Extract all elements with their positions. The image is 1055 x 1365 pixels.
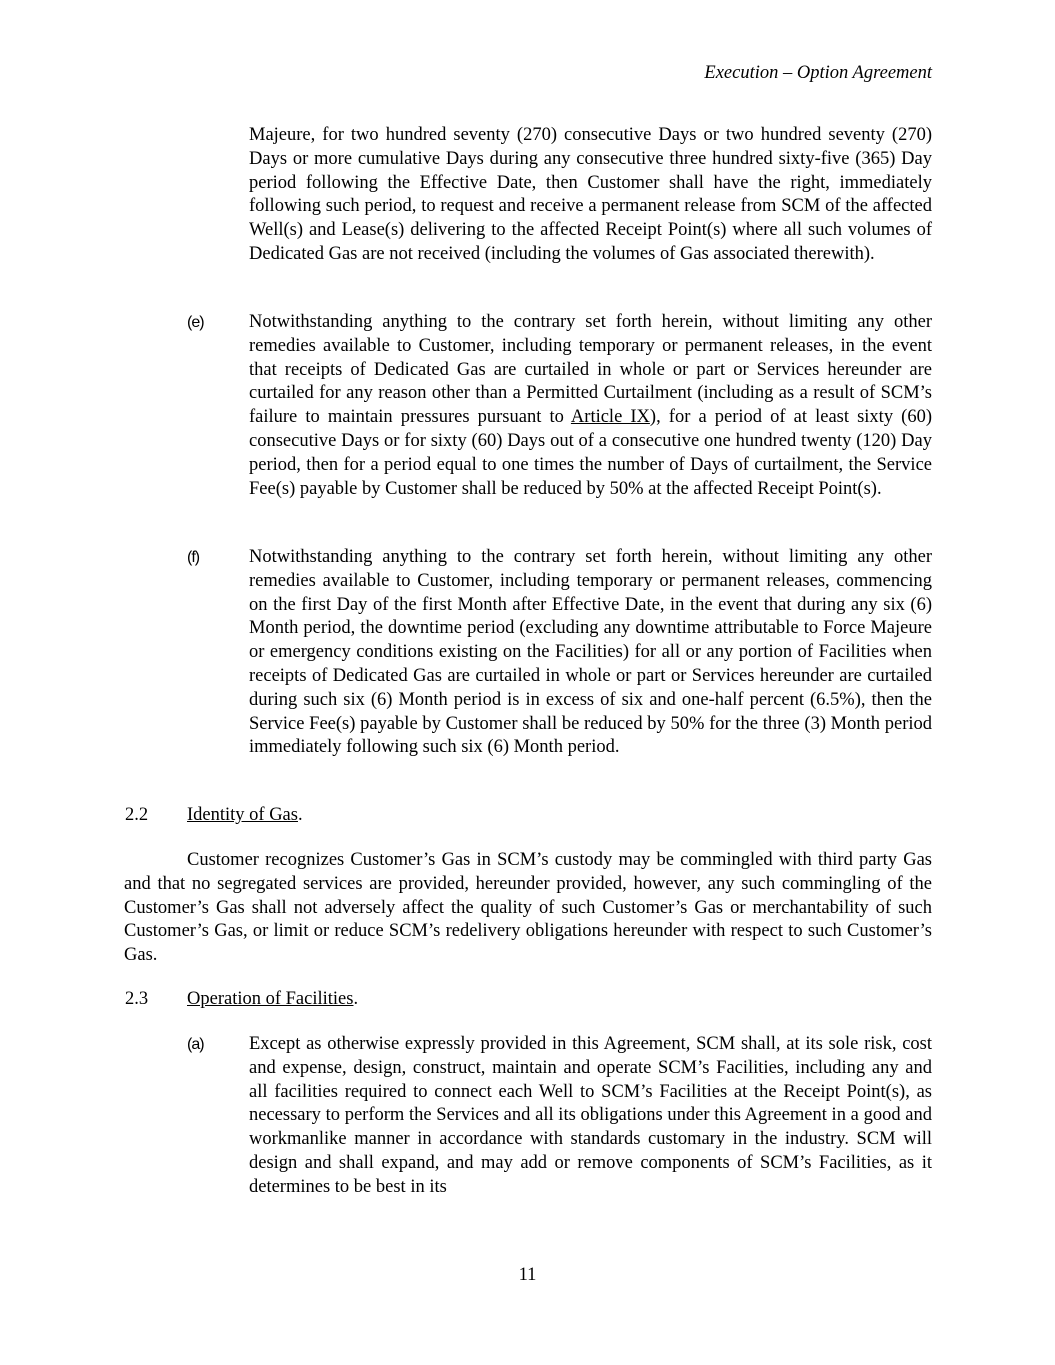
section-2-2-heading	[187, 805, 303, 826]
item-f-text: Notwithstanding anything to the contrary set forth herein, without limiting any other remedies available to Customer, including temporary or permanent releases, commencing on the first Day of the first Month after Effective Date, in the event that during any six (6) Month period, the downtime period (excluding any downtime attributable to Force Majeure or emergency conditions existing on the Facilities) for all or any portion of Facilities when receipts of Dedicated Gas are curtailed in whole or part or Services hereunder are curtailed during such six (6) Month period is in excess of six and one-half percent (6.5%), then the Service Fee(s) payable by Customer shall be reduced by 50% for the three (3) Month period immediately following such six (6) Month period.	[249, 547, 932, 758]
section-2-2-number: 2.2	[125, 805, 149, 825]
item-a-text: Except as otherwise expressly provided in this Agreement, SCM shall, at its sole risk, cost and expense, design, construct, maintain and operate SCM’s Facilities, including any and all facilities required to connect each Well to SCM’s Facilities at the Receipt Point(s), as necessary to perform the Services and all its obligations under this Agreement in a good and workmanlike manner in accordance with standards customary in the industry. SCM will design and shall expand, and may add or remove components of SCM’s Facilities, as it determines to be best in its	[249, 1034, 932, 1197]
section-2-3-heading	[187, 989, 358, 1010]
item-e-text-start: Notwithstanding anything to the contrary set forth herein, without limiting any other remedies available to Customer, including temporary or permanent releases, in the event that receipts of Dedicated Gas are curtailed in whole or part or Services hereunder are curtailed for any reason other than a Permitted Curtailment (including as a result of SCM’s failure to maintain pressures pursuant to	[249, 312, 932, 428]
page-number: 11	[518, 1265, 537, 1285]
item-f-label: (f)	[187, 549, 200, 566]
section-2-2-title-punct: .	[297, 805, 303, 825]
section-2-2-title: Identity of Gas	[187, 805, 298, 825]
section-2-3-number: 2.3	[125, 989, 149, 1009]
item-e-text	[249, 311, 932, 501]
continued-paragraph: Majeure, for two hundred seventy (270) consecutive Days or two hundred seventy (270) Days or more cumulative Days during any consecutive three hundred sixty-five (365) Day period following the Effective Date, then Customer shall have the right, immediately following such period, to request and receive a permanent release from SCM of the affected Well(s) and Lease(s) delivering to the affected Receipt Point(s) where all such volumes of Dedicated Gas are not received (including the volumes of Gas associated therewith).	[249, 125, 932, 264]
article-ix-link[interactable]: Article IX	[570, 407, 650, 428]
section-2-2-paragraph: Customer recognizes Customer’s Gas in SCM’s custody may be commingled with third party Gas and that no segregated services are provided, hereunder provided, however, any such commingling of the Customer’s Gas shall not adversely affect the quality of such Customer’s Gas or merchantability of such Customer’s Gas, or limit or reduce SCM’s redelivery obligations hereunder with respect to such Customer’s Gas.	[124, 850, 932, 966]
item-e-text-end: ), for a period of at least sixty (60) consecutive Days or for sixty (60) Days out of a consecutive one hundred twenty (120) Day period, then for a period equal to one times the number of Days of curtailment, the Service Fee(s) payable by Customer shall be reduced by 50% at the affected Receipt Point(s).	[249, 407, 932, 499]
section-2-3-title-punct: .	[353, 989, 359, 1009]
section-2-3-title: Operation of Facilities	[187, 989, 354, 1009]
item-e-label: (e)	[187, 314, 204, 331]
item-a-label: (a)	[187, 1036, 204, 1053]
page-header: Execution – Option Agreement	[704, 63, 932, 83]
